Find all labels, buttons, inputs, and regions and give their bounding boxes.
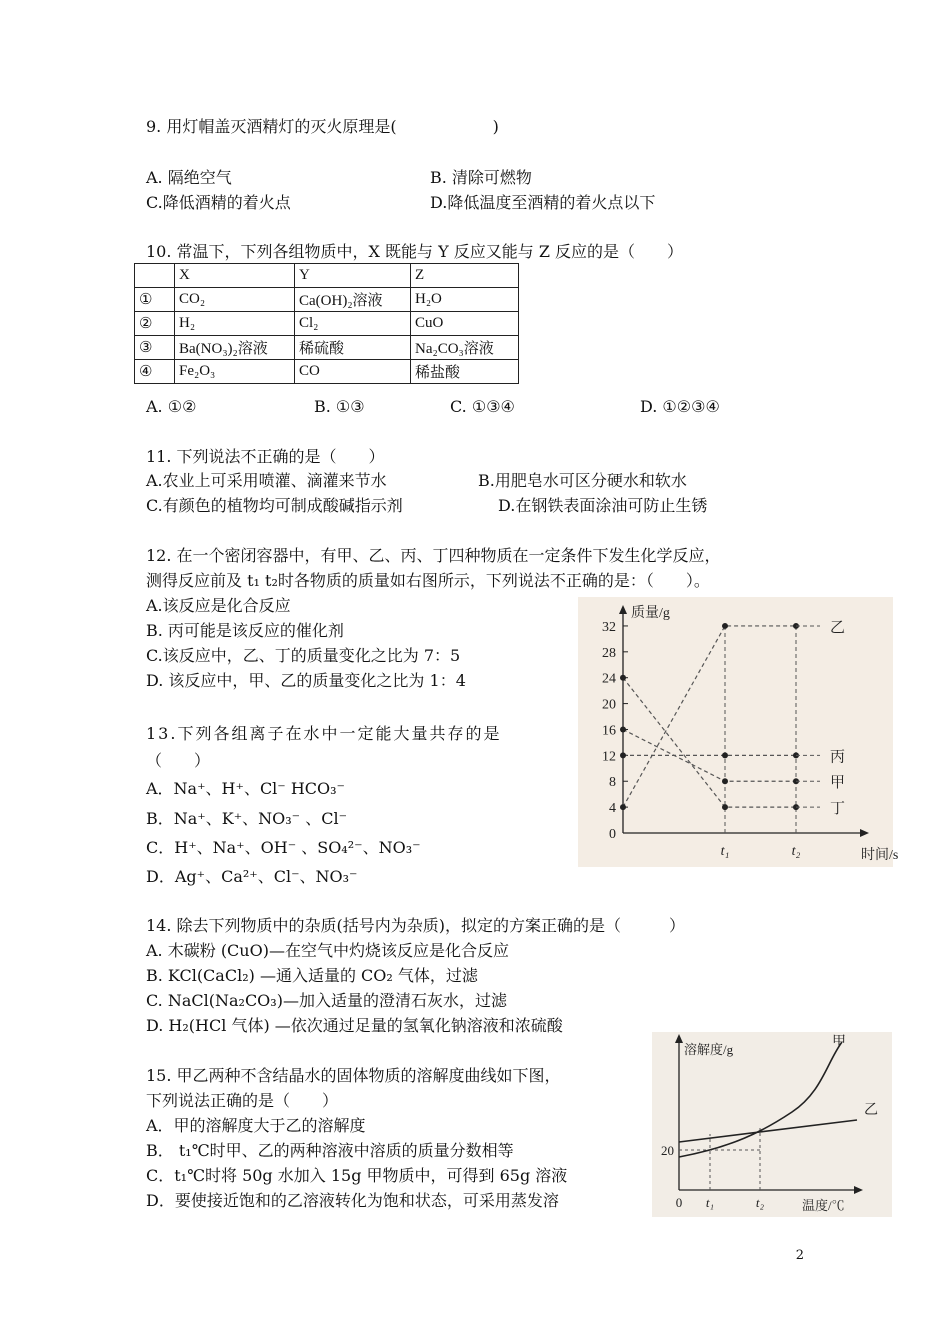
data-point (722, 804, 728, 810)
table-cell: ① (135, 288, 175, 312)
q12-stem-line2: 测得反应前及 t₁ t₂时各物质的质量如右图所示，下列说法不正确的是：（ ）。 (146, 571, 710, 590)
solubility-chart (652, 1032, 892, 1217)
x-axis-label: 温度/℃ (802, 1198, 845, 1213)
series-label: 丁 (830, 801, 846, 818)
q10-option-c: C. ①③④ (450, 397, 515, 416)
x-axis-arrow (860, 829, 869, 837)
y-tick-label: 32 (602, 619, 616, 635)
q15-stem-line1: 15. 甲乙两种不含结晶水的固体物质的溶解度曲线如下图， (146, 1066, 561, 1085)
q9-option-d: D.降低温度至酒精的着火点以下 (430, 193, 656, 212)
table-cell: Na₂CO₃溶液 (411, 336, 519, 360)
q10-option-a: A. ①② (146, 397, 197, 416)
table-cell: H₂O (411, 288, 519, 312)
x-tick-label: 0 (675, 1195, 683, 1210)
y-tick-label: 24 (602, 671, 616, 687)
q15-option-b: B． t₁℃时甲、乙的两种溶液中溶质的质量分数相等 (146, 1141, 514, 1160)
series-label: 乙 (830, 619, 846, 636)
q12-option-c: C.该反应中，乙、丁的质量变化之比为 7：5 (146, 646, 461, 665)
q13-option-b: B．Na⁺、K⁺、NO₃⁻ 、Cl⁻ (146, 809, 348, 828)
table-header-row (135, 264, 519, 288)
q14-stem: 14. 除去下列物质中的杂质(括号内为杂质)，拟定的方案正确的是（ ） (146, 916, 686, 935)
y-tick-label: 16 (602, 723, 616, 739)
q11-option-d: D.在钢铁表面涂油可防止生锈 (498, 496, 708, 515)
q9-option-a: A. 隔绝空气 (146, 168, 232, 187)
table-cell: Ca(OH)₂溶液 (295, 288, 411, 312)
y-tick-label: 8 (609, 775, 616, 791)
y-tick-label: 12 (602, 749, 616, 765)
curve-yi (679, 1120, 857, 1142)
data-point (722, 778, 728, 784)
table-cell: CuO (411, 312, 519, 336)
mass-time-chart (578, 597, 899, 867)
y-axis-arrow (619, 605, 627, 614)
q13-stem: 13.下列各组离子在水中一定能大量共存的是 (146, 724, 502, 743)
q15-stem-line2: 下列说法正确的是（ ） (146, 1091, 339, 1110)
q9-option-b: B. 清除可燃物 (430, 168, 532, 187)
table-cell: 稀盐酸 (411, 360, 519, 384)
q13-option-a: A．Na⁺、H⁺、Cl⁻ HCO₃⁻ (146, 779, 346, 798)
table-cell: Cl₂ (295, 312, 411, 336)
q10-option-b: B. ①③ (314, 397, 365, 416)
q10-table (134, 263, 519, 384)
q10-stem: 10. 常温下，下列各组物质中，X 既能与 Y 反应又能与 Z 反应的是（ ） (146, 242, 684, 261)
series-label: 乙 (864, 1103, 878, 1118)
x-tick-label: t₂ (755, 1195, 765, 1210)
q11-option-b: B.用肥皂水可区分硬水和软水 (478, 471, 687, 490)
y-tick-label: 20 (661, 1143, 674, 1158)
series-label: 甲 (830, 775, 846, 792)
data-point (620, 726, 626, 732)
mass-time-chart-svg (578, 597, 899, 867)
series-line (623, 626, 796, 807)
series-label: 丙 (830, 749, 846, 766)
q9-option-c: C.降低酒精的着火点 (146, 193, 291, 212)
y-axis-arrow (675, 1034, 683, 1043)
q12-option-d: D. 该反应中，甲、乙的质量变化之比为 1：4 (146, 671, 466, 690)
table-cell: X (175, 264, 295, 288)
table-cell: ③ (135, 336, 175, 360)
q15-option-d: D．要使接近饱和的乙溶液转化为饱和状态，可采用蒸发溶 (146, 1191, 559, 1210)
q11-option-c: C.有颜色的植物均可制成酸碱指示剂 (146, 496, 403, 515)
x-axis-arrow (854, 1186, 863, 1194)
q13-option-c: C．H⁺、Na⁺、OH⁻ 、SO₄²⁻、NO₃⁻ (146, 838, 421, 857)
table-row (135, 360, 519, 384)
table-cell: Y (295, 264, 411, 288)
table-cell: Fe₂O₃ (175, 360, 295, 384)
table-row (135, 336, 519, 360)
y-tick-label: 20 (602, 697, 616, 713)
x-tick-label: t₂ (791, 844, 801, 859)
table-cell: Ba(NO₃)₂溶液 (175, 336, 295, 360)
data-point (722, 752, 728, 758)
q9-stem: 9. 用灯帽盖灭酒精灯的灭火原理是( ) (146, 117, 499, 136)
q12-option-b: B. 丙可能是该反应的催化剂 (146, 621, 344, 640)
q12-option-a: A.该反应是化合反应 (146, 596, 291, 615)
y-axis-label: 溶解度/g (684, 1042, 734, 1057)
table-cell: CO (295, 360, 411, 384)
series-label: 甲 (832, 1035, 846, 1050)
x-axis-label: 时间/s (861, 848, 899, 863)
table-cell: Z (411, 264, 519, 288)
data-point (620, 804, 626, 810)
table-row (135, 288, 519, 312)
q10-option-d: D. ①②③④ (640, 397, 720, 416)
page-number: 2 (795, 1248, 804, 1263)
table-cell: ④ (135, 360, 175, 384)
q11-option-a: A.农业上可采用喷灌、滴灌来节水 (146, 471, 387, 490)
table-cell: CO₂ (175, 288, 295, 312)
data-point (620, 675, 626, 681)
table-cell: H₂ (175, 312, 295, 336)
q14-option-a: A. 木碳粉 (CuO)—在空气中灼烧该反应是化合反应 (146, 941, 509, 960)
data-point (722, 623, 728, 629)
y-tick-label: 4 (609, 801, 616, 817)
q11-stem: 11. 下列说法不正确的是（ ） (146, 447, 385, 466)
y-tick-label: 28 (602, 645, 616, 661)
table-cell (135, 264, 175, 288)
y-axis-label: 质量/g (631, 606, 670, 621)
q14-option-b: B. KCl(CaCl₂) —通入适量的 CO₂ 气体，过滤 (146, 966, 478, 985)
table-cell: 稀硫酸 (295, 336, 411, 360)
q15-option-c: C．t₁℃时将 50g 水加入 15g 甲物质中，可得到 65g 溶液 (146, 1166, 568, 1185)
q14-option-c: C. NaCl(Na₂CO₃)—加入适量的澄清石灰水，过滤 (146, 991, 507, 1010)
q14-option-d: D. H₂(HCl 气体) —依次通过足量的氢氧化钠溶液和浓硫酸 (146, 1016, 563, 1035)
x-tick-label: t₁ (705, 1195, 715, 1210)
q15-option-a: A．甲的溶解度大于乙的溶解度 (146, 1116, 366, 1135)
table-cell: ② (135, 312, 175, 336)
q13-option-d: D．Ag⁺、Ca²⁺、Cl⁻、NO₃⁻ (146, 867, 358, 886)
y-tick-label: 0 (609, 827, 616, 842)
table-row (135, 312, 519, 336)
data-point (620, 752, 626, 758)
q13-paren: （ ） (146, 751, 211, 770)
x-tick-label: t₁ (720, 844, 730, 859)
q12-stem-line1: 12. 在一个密闭容器中，有甲、乙、丙、丁四种物质在一定条件下发生化学反应， (146, 546, 721, 565)
solubility-chart-svg (652, 1032, 892, 1217)
